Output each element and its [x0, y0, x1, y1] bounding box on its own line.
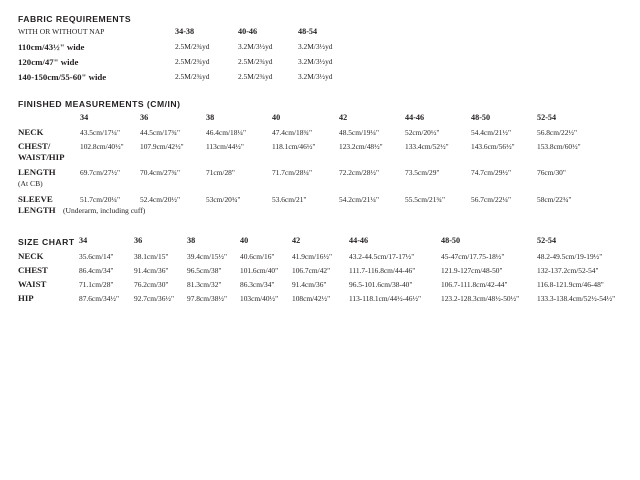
finished-col-header: 38: [206, 113, 215, 122]
fabric-row-label: 120cm/47" wide: [18, 57, 79, 67]
finished-cell: 74.7cm/29½": [471, 168, 511, 177]
size-cell: 96.5cm/38": [187, 266, 222, 275]
finished-cell: 53cm/20¾": [206, 195, 241, 204]
size-cell: 71.1cm/28": [79, 280, 114, 289]
finished-cell: 71cm/28": [206, 168, 235, 177]
size-col-header: 34: [79, 236, 88, 245]
finished-cell: 123.2cm/48½": [339, 142, 383, 151]
size-cell: 106.7cm/42": [292, 266, 331, 275]
size-col-header: 52-54: [537, 236, 557, 245]
finished-cell: 76cm/30": [537, 168, 566, 177]
finished-cell: 118.1cm/46½": [272, 142, 316, 151]
finished-row-label: NECK: [18, 127, 44, 137]
size-cell: 113-118.1cm/44½-46½": [349, 294, 422, 303]
size-cell: 123.2-128.3cm/48½-50½": [441, 294, 520, 303]
size-cell: 101.6cm/40": [240, 266, 279, 275]
size-cell: 97.8cm/38½": [187, 294, 227, 303]
finished-cell: 71.7cm/28¼": [272, 168, 312, 177]
size-cell: 121.9-127cm/48-50": [441, 266, 503, 275]
size-cell: 133.3-138.4cm/52½-54½": [537, 294, 616, 303]
fabric-cell: 2.5M/2¾yd: [238, 72, 273, 81]
size-cell: 106.7-111.8cm/42-44": [441, 280, 508, 289]
size-cell: 43.2-44.5cm/17-17½": [349, 252, 415, 261]
size-col-header: 48-50: [441, 236, 461, 245]
size-col-header: 40: [240, 236, 249, 245]
finished-row-sublabel: (At CB): [18, 179, 43, 188]
size-cell: 96.5-101.6cm/38-40": [349, 280, 413, 289]
finished-row-label: LENGTH: [18, 167, 56, 177]
size-row-label: NECK: [18, 251, 44, 261]
size-cell: 40.6cm/16": [240, 252, 275, 261]
fabric-nap-subtitle: WITH OR WITHOUT NAP: [18, 27, 105, 36]
finished-col-header: 44-46: [405, 113, 425, 122]
finished-col-header: 34: [80, 113, 89, 122]
fabric-row-label: 110cm/43½" wide: [18, 42, 85, 52]
finished-row-label-continued: LENGTH: [18, 205, 56, 215]
fabric-row-label: 140-150cm/55-60" wide: [18, 72, 107, 82]
finished-cell: 143.6cm/56½": [471, 142, 515, 151]
finished-cell: 51.7cm/20¼": [80, 195, 120, 204]
fabric-requirements-title: FABRIC REQUIREMENTS: [18, 14, 132, 24]
finished-cell: 107.9cm/42½": [140, 142, 184, 151]
finished-cell: 70.4cm/27¾": [140, 168, 180, 177]
size-cell: 108cm/42½": [292, 294, 331, 303]
size-cell: 35.6cm/14": [79, 252, 114, 261]
size-cell: 86.4cm/34": [79, 266, 114, 275]
finished-cell: 44.5cm/17¾": [140, 128, 180, 137]
finished-cell: 54.4cm/21½": [471, 128, 511, 137]
finished-col-header: 36: [140, 113, 149, 122]
size-row-label: CHEST: [18, 265, 48, 275]
size-cell: 111.7-116.8cm/44-46": [349, 266, 416, 275]
finished-cell: 53.6cm/21": [272, 195, 307, 204]
size-cell: 38.1cm/15": [134, 252, 169, 261]
size-row-label: HIP: [18, 293, 34, 303]
finished-cell: 52cm/20½": [405, 128, 440, 137]
size-col-header: 38: [187, 236, 196, 245]
finished-cell: 47.4cm/18¾": [272, 128, 312, 137]
finished-col-header: 42: [339, 113, 348, 122]
size-row-label: WAIST: [18, 279, 47, 289]
size-cell: 76.2cm/30": [134, 280, 169, 289]
fabric-cell: 2.5M/2¾yd: [175, 57, 210, 66]
finished-cell: 46.4cm/18¼": [206, 128, 246, 137]
size-cell: 81.3cm/32": [187, 280, 222, 289]
finished-row-label: CHEST/: [18, 141, 51, 151]
size-cell: 45-47cm/17.75-18½": [441, 252, 505, 261]
fabric-cell: 2.5M/2¾yd: [238, 57, 273, 66]
finished-measurements-title: FINISHED MEASUREMENTS (CM/IN): [18, 99, 181, 109]
finished-cell: 43.5cm/17¼": [80, 128, 120, 137]
size-cell: 92.7cm/36½": [134, 294, 174, 303]
finished-cell: 52.4cm/20½": [140, 195, 180, 204]
finished-row-label-continued: WAIST/HIP: [18, 152, 65, 162]
finished-cell: 133.4cm/52½": [405, 142, 449, 151]
finished-cell: 153.8cm/60½": [537, 142, 581, 151]
finished-row-label: SLEEVE: [18, 194, 53, 204]
size-cell: 116.8-121.9cm/46-48": [537, 280, 604, 289]
finished-cell: 54.2cm/21¼": [339, 195, 379, 204]
size-cell: 48.2-49.5cm/19-19½": [537, 252, 603, 261]
size-cell: 132-137.2cm/52-54": [537, 266, 599, 275]
fabric-cell: 3.2M/3½yd: [298, 42, 333, 51]
size-col-header: 36: [134, 236, 143, 245]
finished-cell: 56.7cm/22¼": [471, 195, 511, 204]
finished-cell: 55.5cm/21¾": [405, 195, 445, 204]
fabric-col-header: 48-54: [298, 27, 318, 36]
size-cell: 39.4cm/15½": [187, 252, 227, 261]
size-cell: 103cm/40½": [240, 294, 279, 303]
size-cell: 86.3cm/34": [240, 280, 275, 289]
size-cell: 91.4cm/36": [292, 280, 327, 289]
size-cell: 91.4cm/36": [134, 266, 169, 275]
finished-cell: 73.5cm/29": [405, 168, 440, 177]
finished-cell: 102.8cm/40½": [80, 142, 124, 151]
size-col-header: 42: [292, 236, 301, 245]
size-col-header: 44-46: [349, 236, 369, 245]
finished-col-header: 52-54: [537, 113, 557, 122]
fabric-col-header: 34-38: [175, 27, 195, 36]
size-cell: 87.6cm/34½": [79, 294, 119, 303]
finished-col-header: 48-50: [471, 113, 491, 122]
finished-cell: 58cm/22¾": [537, 195, 572, 204]
size-chart-title: SIZE CHART: [18, 237, 75, 247]
finished-cell: 69.7cm/27½": [80, 168, 120, 177]
fabric-col-header: 40-46: [238, 27, 258, 36]
finished-row-note: (Underarm, including cuff): [63, 206, 146, 215]
finished-cell: 48.5cm/19¼": [339, 128, 379, 137]
fabric-cell: 2.5M/2¾yd: [175, 72, 210, 81]
finished-col-header: 40: [272, 113, 281, 122]
fabric-cell: 3.2M/3½yd: [298, 72, 333, 81]
finished-cell: 113cm/44½": [206, 142, 244, 151]
fabric-cell: 2.5M/2¾yd: [175, 42, 210, 51]
finished-cell: 72.2cm/28½": [339, 168, 379, 177]
size-cell: 41.9cm/16½": [292, 252, 332, 261]
fabric-cell: 3.2M/3½yd: [238, 42, 273, 51]
finished-cell: 56.8cm/22½": [537, 128, 577, 137]
fabric-cell: 3.2M/3½yd: [298, 57, 333, 66]
